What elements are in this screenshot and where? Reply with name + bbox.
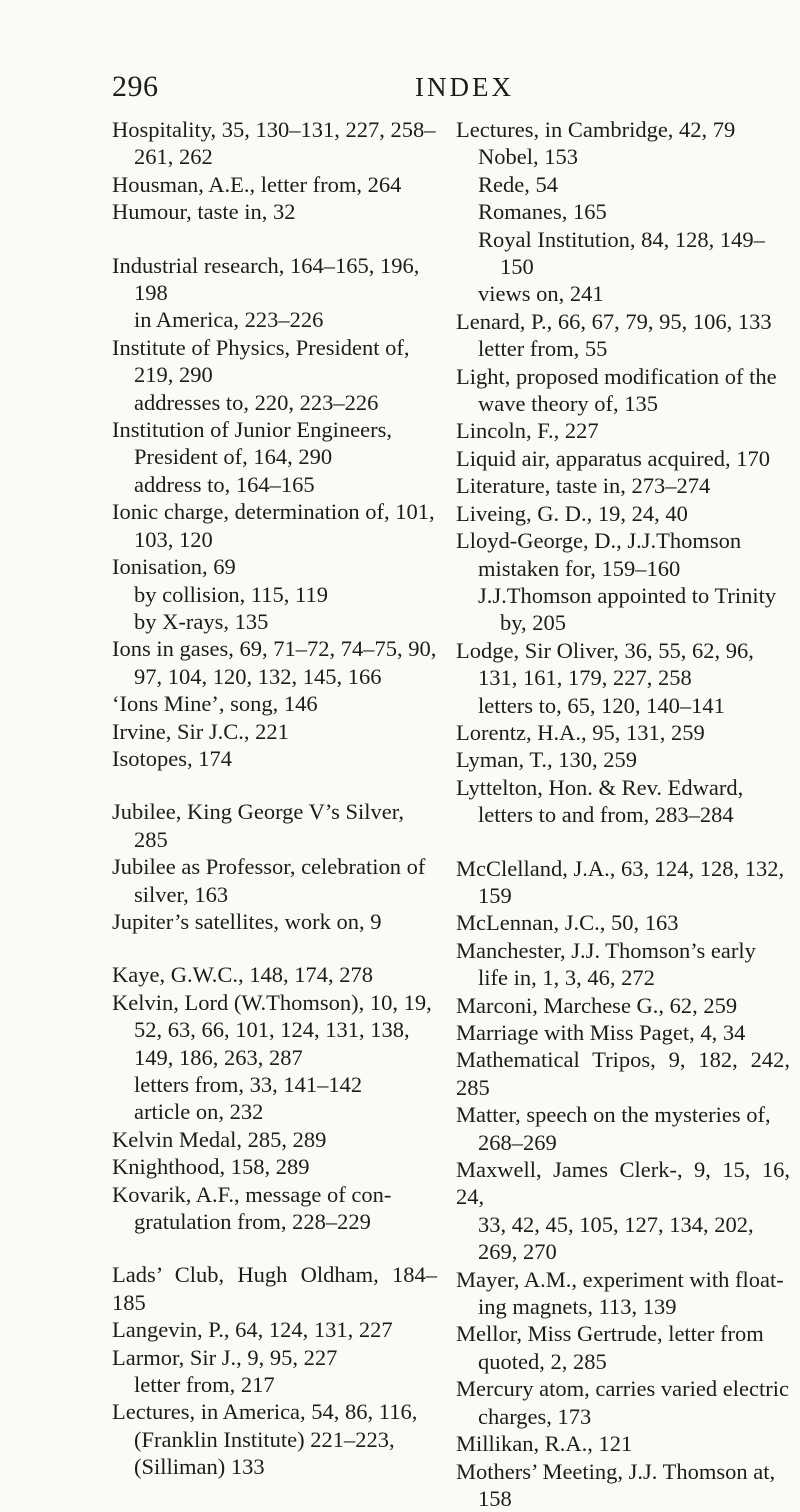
index-entry-text: Royal Institution, 84, 128, 149– xyxy=(478,226,790,253)
index-entry-text: Lincoln, F., 227 xyxy=(456,417,790,444)
index-entry-text: Lenard, P., 66, 67, 79, 95, 106, 133 xyxy=(456,308,790,335)
index-entry xyxy=(112,1261,437,1316)
index-entry xyxy=(112,1398,437,1425)
index-entry xyxy=(112,1181,437,1236)
index-entry-continuation: charges, 173 xyxy=(456,1403,790,1430)
index-entry-text: Marriage with Miss Paget, 4, 34 xyxy=(456,1019,790,1046)
index-entry-continuation: life in, 1, 3, 46, 272 xyxy=(456,964,790,991)
index-entry xyxy=(112,553,437,580)
index-entry-text: letter from, 217 xyxy=(134,1371,437,1398)
index-entry-text: Maxwell, James Clerk-, 9, 15, 16, 24, xyxy=(456,1156,790,1211)
index-subentry xyxy=(456,582,790,637)
index-entry xyxy=(456,417,790,444)
index-entry-text: Nobel, 153 xyxy=(478,143,790,170)
index-entry-continuation: 159 xyxy=(456,882,790,909)
index-entry xyxy=(112,334,437,389)
index-entry xyxy=(456,855,790,910)
index-entry-text: Romanes, 165 xyxy=(478,198,790,225)
index-entry xyxy=(456,527,790,582)
index-entry-text: Institution of Junior Engineers, xyxy=(112,416,437,443)
index-entry xyxy=(112,1153,437,1180)
index-entry xyxy=(456,774,790,829)
page-header xyxy=(112,70,732,110)
index-entry-text: Literature, taste in, 273–274 xyxy=(456,472,790,499)
index-entry-text: Lorentz, H.A., 95, 131, 259 xyxy=(456,719,790,746)
index-entry-continuation: President of, 164, 290 xyxy=(112,443,437,470)
index-entry xyxy=(112,171,437,198)
index-entry-text: Langevin, P., 64, 124, 131, 227 xyxy=(112,1316,437,1343)
index-entry xyxy=(112,798,437,853)
index-subentry xyxy=(456,692,790,719)
index-entry xyxy=(112,1126,437,1153)
index-letter-gap xyxy=(112,935,437,961)
index-subentry xyxy=(456,280,790,307)
index-entry-continuation: 198 xyxy=(112,279,437,306)
index-entry-text: Ions in gases, 69, 71–72, 74–75, 90, xyxy=(112,635,437,662)
index-entry-text: by X-rays, 135 xyxy=(134,608,437,635)
index-entry xyxy=(456,116,790,143)
index-entry-text: Lloyd-George, D., J.J.Thomson xyxy=(456,527,790,554)
index-subentry xyxy=(112,1098,437,1125)
index-entry xyxy=(456,992,790,1019)
index-letter-gap xyxy=(112,1235,437,1261)
index-entry-text: Kaye, G.W.C., 148, 174, 278 xyxy=(112,961,437,988)
index-subentry xyxy=(112,389,437,416)
index-entry-text: addresses to, 220, 223–226 xyxy=(134,389,437,416)
index-entry-text: (Silliman) 133 xyxy=(134,1453,437,1480)
index-entry-continuation: 268–269 xyxy=(456,1129,790,1156)
index-entry-text: Industrial research, 164–165, 196, xyxy=(112,252,437,279)
index-entry-text: Kovarik, A.F., message of con- xyxy=(112,1181,437,1208)
index-entry-continuation: 33, 42, 45, 105, 127, 134, 202, xyxy=(456,1211,790,1238)
index-entry-text: Lads’ Club, Hugh Oldham, 184–185 xyxy=(112,1261,437,1316)
index-entry-text: Hospitality, 35, 130–131, 227, 258– xyxy=(112,116,437,143)
index-entry xyxy=(112,690,437,717)
index-entry-text: Lodge, Sir Oliver, 36, 55, 62, 96, xyxy=(456,637,790,664)
index-entry-text: Lyttelton, Hon. & Rev. Edward, xyxy=(456,774,790,801)
index-entry-text: in America, 223–226 xyxy=(134,306,437,333)
index-entry-text: letters to, 65, 120, 140–141 xyxy=(478,692,790,719)
index-letter-gap xyxy=(112,772,437,798)
index-entry xyxy=(112,1316,437,1343)
index-entry-text: Larmor, Sir J., 9, 95, 227 xyxy=(112,1344,437,1371)
index-subentry xyxy=(112,471,437,498)
index-entry-continuation: mistaken for, 159–160 xyxy=(456,555,790,582)
index-entry-text: article on, 232 xyxy=(134,1098,437,1125)
page-number: 296 xyxy=(112,70,159,104)
index-subentry xyxy=(112,608,437,635)
index-entry xyxy=(112,116,437,171)
index-entry xyxy=(456,1156,790,1266)
index-entry xyxy=(456,1430,790,1457)
index-entry-text: Manchester, J.J. Thomson’s early xyxy=(456,937,790,964)
index-entry-continuation: silver, 163 xyxy=(112,881,437,908)
index-entry-text: Knighthood, 158, 289 xyxy=(112,1153,437,1180)
index-entry xyxy=(112,853,437,908)
index-subentry xyxy=(456,335,790,362)
index-entry-text: Mercury atom, carries varied electric xyxy=(456,1375,790,1402)
index-entry-text: Lyman, T., 130, 259 xyxy=(456,746,790,773)
index-entry-text: Marconi, Marchese G., 62, 259 xyxy=(456,992,790,1019)
index-entry-text: Matter, speech on the mysteries of, xyxy=(456,1101,790,1128)
index-subentry xyxy=(112,581,437,608)
index-entry-text: Ionic charge, determination of, 101, xyxy=(112,498,437,525)
index-entry-text: McClelland, J.A., 63, 124, 128, 132, xyxy=(456,855,790,882)
index-entry-text: McLennan, J.C., 50, 163 xyxy=(456,909,790,936)
index-entry-text: Liveing, G. D., 19, 24, 40 xyxy=(456,500,790,527)
index-entry xyxy=(456,1458,790,1512)
index-entry-continuation: 219, 290 xyxy=(112,361,437,388)
index-entry-text: Mellor, Miss Gertrude, letter from xyxy=(456,1320,790,1347)
index-entry-text: Isotopes, 174 xyxy=(112,745,437,772)
index-entry xyxy=(456,637,790,692)
index-subentry xyxy=(112,1453,437,1480)
index-entry-text: Ionisation, 69 xyxy=(112,553,437,580)
index-entry xyxy=(456,937,790,992)
index-entry-text: Institute of Physics, President of, xyxy=(112,334,437,361)
index-entry xyxy=(456,1266,790,1321)
index-entry-continuation: 261, 262 xyxy=(112,143,437,170)
index-entry xyxy=(112,989,437,1071)
index-entry-text: Lectures, in Cambridge, 42, 79 xyxy=(456,116,790,143)
index-entry-continuation: ing magnets, 113, 139 xyxy=(456,1293,790,1320)
index-entry xyxy=(456,363,790,418)
index-entry-continuation: 285 xyxy=(112,826,437,853)
index-entry-text: Housman, A.E., letter from, 264 xyxy=(112,171,437,198)
index-entry xyxy=(456,719,790,746)
index-entry-text: letters from, 33, 141–142 xyxy=(134,1071,437,1098)
index-entry-text: Irvine, Sir J.C., 221 xyxy=(112,718,437,745)
index-entry xyxy=(456,1101,790,1156)
index-letter-gap xyxy=(112,226,437,252)
index-entry xyxy=(456,472,790,499)
index-entry xyxy=(112,416,437,471)
index-entry-text: Rede, 54 xyxy=(478,171,790,198)
index-entry-text: Jupiter’s satellites, work on, 9 xyxy=(112,908,437,935)
index-entry xyxy=(112,961,437,988)
index-entry-text: Mayer, A.M., experiment with float- xyxy=(456,1266,790,1293)
index-letter-gap xyxy=(456,829,790,855)
index-entry xyxy=(112,745,437,772)
index-entry-text: Liquid air, apparatus acquired, 170 xyxy=(456,445,790,472)
index-entry xyxy=(456,500,790,527)
index-entry xyxy=(112,718,437,745)
index-entry xyxy=(456,746,790,773)
index-entry xyxy=(456,308,790,335)
index-subentry xyxy=(112,1426,437,1453)
index-entry-text: address to, 164–165 xyxy=(134,471,437,498)
index-entry-text: Jubilee as Professor, celebration of xyxy=(112,853,437,880)
index-entry-continuation: 269, 270 xyxy=(456,1238,790,1265)
index-entry-text: Lectures, in America, 54, 86, 116, xyxy=(112,1398,437,1425)
index-entry-continuation: 97, 104, 120, 132, 145, 166 xyxy=(112,663,437,690)
index-entry xyxy=(112,1344,437,1371)
index-entry-text: Mothers’ Meeting, J.J. Thomson at, xyxy=(456,1458,790,1485)
index-column-right xyxy=(456,116,790,1512)
index-entry-text: by collision, 115, 119 xyxy=(134,581,437,608)
index-entry xyxy=(456,909,790,936)
index-entry-continuation: gratulation from, 228–229 xyxy=(112,1208,437,1235)
index-entry-continuation: 150 xyxy=(478,253,790,280)
index-entry xyxy=(112,635,437,690)
index-entry-continuation: 158 xyxy=(456,1485,790,1512)
index-subentry xyxy=(456,143,790,170)
index-subentry xyxy=(456,226,790,281)
index-subentry xyxy=(456,171,790,198)
index-entry-text: J.J.Thomson appointed to Trinity xyxy=(478,582,790,609)
index-subentry xyxy=(112,1371,437,1398)
index-entry-text: Light, proposed modification of the xyxy=(456,363,790,390)
index-entry-continuation: letters to and from, 283–284 xyxy=(456,801,790,828)
index-entry xyxy=(456,1375,790,1430)
index-entry-continuation: quoted, 2, 285 xyxy=(456,1348,790,1375)
index-subentry xyxy=(112,306,437,333)
index-subentry xyxy=(112,1071,437,1098)
index-entry-text: ‘Ions Mine’, song, 146 xyxy=(112,690,437,717)
index-entry-text: Mathematical Tripos, 9, 182, 242, 285 xyxy=(456,1046,790,1101)
index-entry xyxy=(456,1320,790,1375)
index-entry xyxy=(456,1019,790,1046)
index-entry xyxy=(112,198,437,225)
index-entry xyxy=(112,498,437,553)
index-entry xyxy=(112,252,437,307)
index-entry-text: Humour, taste in, 32 xyxy=(112,198,437,225)
index-entry-text: Millikan, R.A., 121 xyxy=(456,1430,790,1457)
index-column-left xyxy=(112,116,437,1481)
index-entry-continuation: 52, 63, 66, 101, 124, 131, 138, xyxy=(112,1016,437,1043)
index-subentry xyxy=(456,198,790,225)
index-entry-continuation: wave theory of, 135 xyxy=(456,390,790,417)
index-entry xyxy=(456,1046,790,1101)
index-entry-continuation: 103, 120 xyxy=(112,526,437,553)
index-entry xyxy=(456,445,790,472)
index-entry-text: views on, 241 xyxy=(478,280,790,307)
index-entry-continuation: 131, 161, 179, 227, 258 xyxy=(456,664,790,691)
index-entry-continuation: by, 205 xyxy=(478,609,790,636)
index-entry-continuation: 149, 186, 263, 287 xyxy=(112,1044,437,1071)
index-entry-text: Kelvin, Lord (W.Thomson), 10, 19, xyxy=(112,989,437,1016)
index-entry-text: letter from, 55 xyxy=(478,335,790,362)
page-title: INDEX xyxy=(415,72,514,103)
index-entry-text: Kelvin Medal, 285, 289 xyxy=(112,1126,437,1153)
index-entry-text: Jubilee, King George V’s Silver, xyxy=(112,798,437,825)
index-entry-text: (Franklin Institute) 221–223, xyxy=(134,1426,437,1453)
index-entry xyxy=(112,908,437,935)
